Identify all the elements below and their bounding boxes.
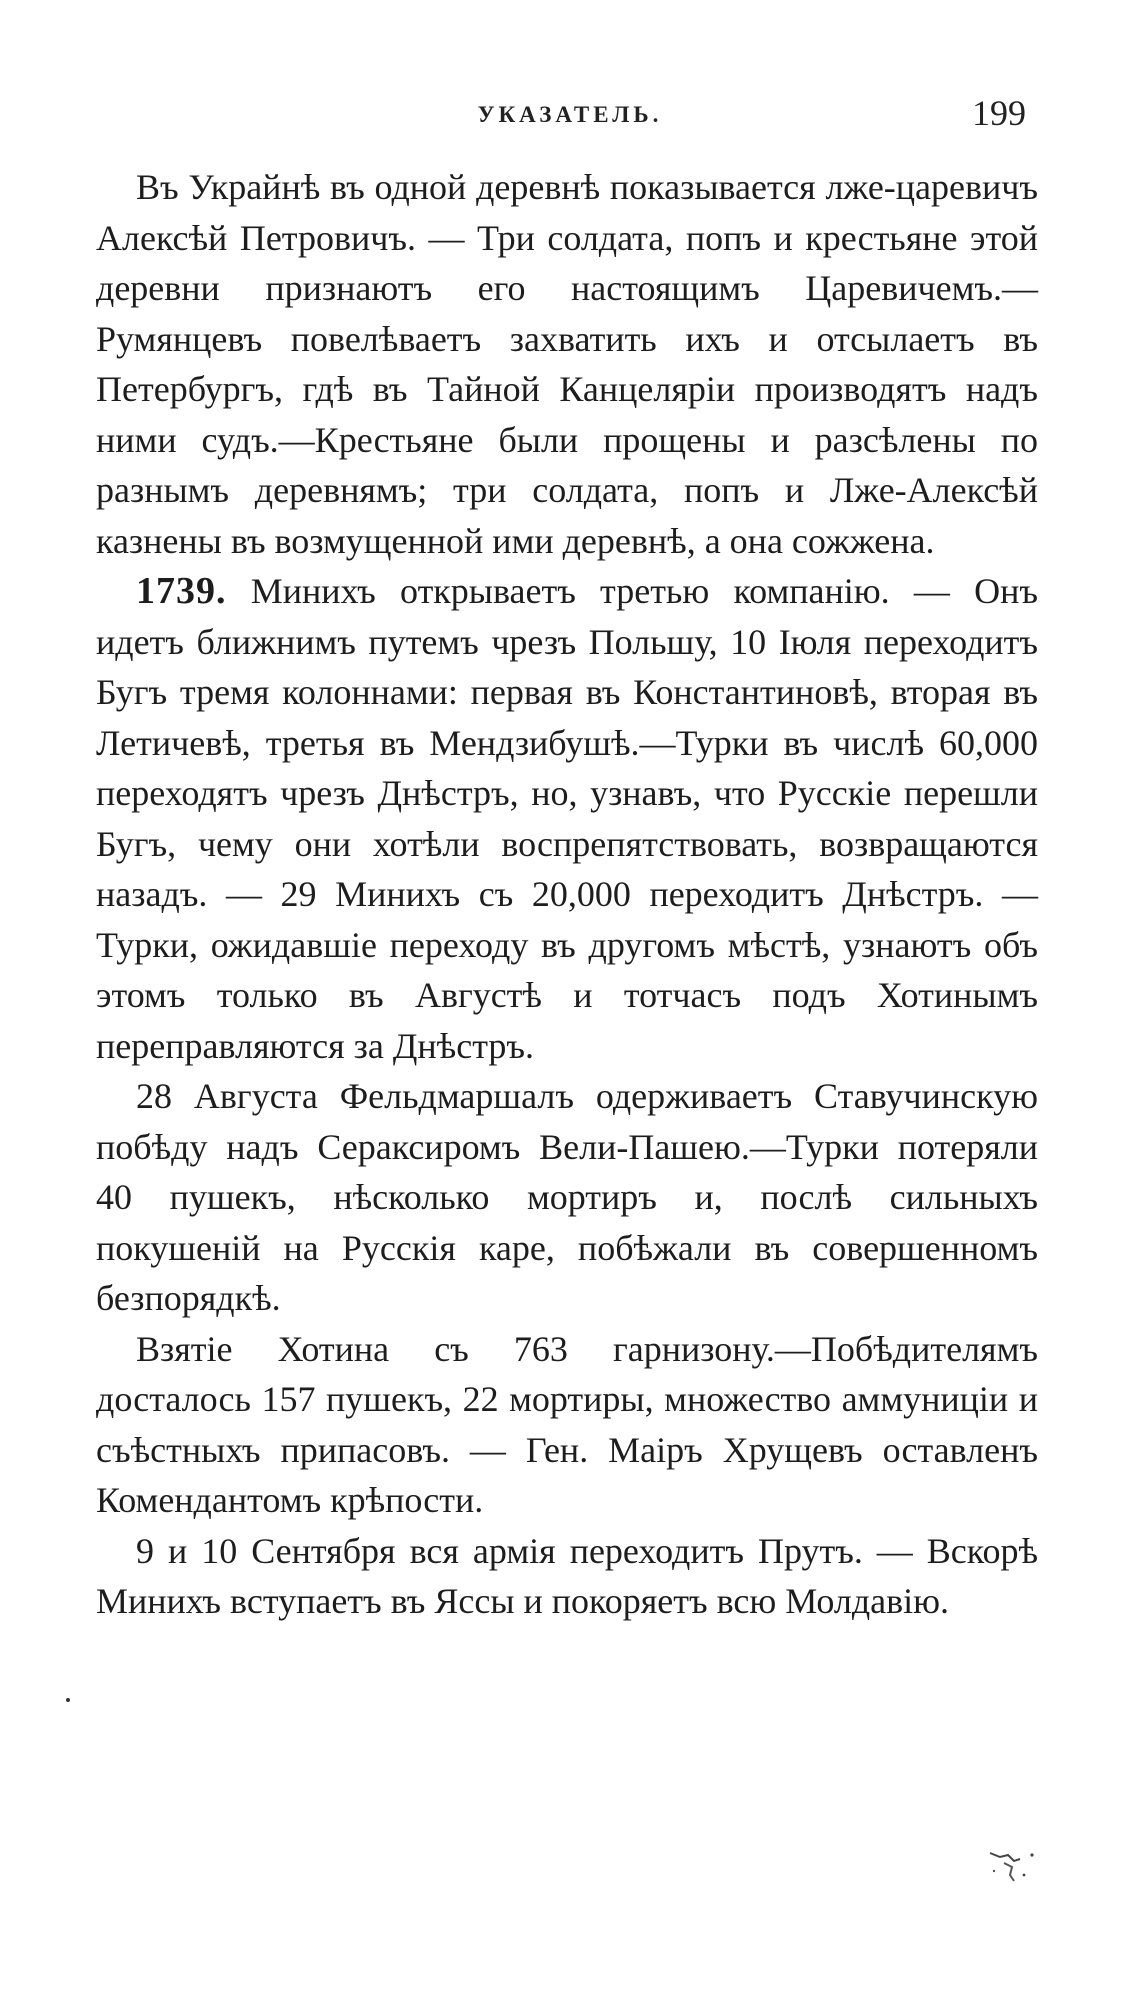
paragraph-prut-crossing	[96, 1526, 1038, 1627]
paragraph-khotin-capture	[96, 1324, 1038, 1526]
paragraph-text: 9 и 10 Сентября вся армія переходитъ Прутъ. — Вскорѣ Минихъ вступаетъ въ Яссы и покоряетъ всю Молдавію.	[96, 1530, 1038, 1621]
paragraph-text: Въ Украйнѣ въ одной деревнѣ показывается лже-царевичъ Алексѣй Петровичъ. — Три солдата, попъ и крестьяне этой деревни признаютъ его настоящимъ Царевичемъ.—Румянцевъ повелѣваетъ захватить ихъ и отсылаетъ въ Петербургъ, гдѣ въ Тайной Канцеляріи производятъ надъ ними судъ.—Крестьяне были прощены и разсѣлены по разнымъ деревнямъ; три солдата, попъ и Лже-Алексѣй казнены въ возмущенной ими деревнѣ, а она сожжена.	[96, 167, 1038, 561]
paragraph-text: 28 Августа Фельдмаршалъ одерживаетъ Ставучинскую побѣду надъ Сераксиромъ Вели-Пашею.—Турки потеряли 40 пушекъ, нѣсколько мортиръ и, послѣ сильныхъ покушеній на Русскія каре, побѣжали въ совершенномъ безпорядкѣ.	[96, 1076, 1038, 1318]
ink-dot	[66, 1698, 70, 1702]
page-header	[96, 92, 1044, 132]
paragraph-text: Минихъ открываетъ третью компанію. — Онъ идетъ ближнимъ путемъ чрезъ Польшу, 10 Іюля переходитъ Бугъ тремя колоннами: первая въ Константиновѣ, вторая въ Летичевѣ, третья въ Мендзибушѣ.—Турки въ числѣ 60,000 переходятъ чрезъ Днѣстръ, но, узнавъ, что Русскіе перешли Бугъ, чему они хотѣли воспрепятствовать, возвращаются назадъ. — 29 Минихъ съ 20,000 переходитъ Днѣстръ. — Турки, ожидавшіе переходу въ другомъ мѣстѣ, узнаютъ объ этомъ только въ Августѣ и тотчасъ подъ Хотинымъ переправляются за Днѣстръ.	[96, 571, 1039, 1066]
ink-smudge-mark	[984, 1845, 1048, 1885]
paragraph-stavuchany-victory	[96, 1071, 1038, 1324]
year-heading: 1739.	[136, 570, 227, 612]
paragraph-text: Взятіе Хотина съ 763 гарнизону.—Побѣдителямъ досталось 157 пушекъ, 22 мортиры, множество аммуниціи и съѣстныхъ припасовъ. — Ген. Маіръ Хрущевъ оставленъ Комендантомъ крѣпости.	[96, 1328, 1038, 1520]
running-title: УКАЗАТЕЛЬ.	[477, 102, 663, 127]
paragraph-1739-campaign	[96, 566, 1038, 1071]
paragraph-false-tsarevich	[96, 162, 1038, 566]
body-text	[96, 162, 1038, 1627]
page-number: 199	[972, 93, 1026, 133]
